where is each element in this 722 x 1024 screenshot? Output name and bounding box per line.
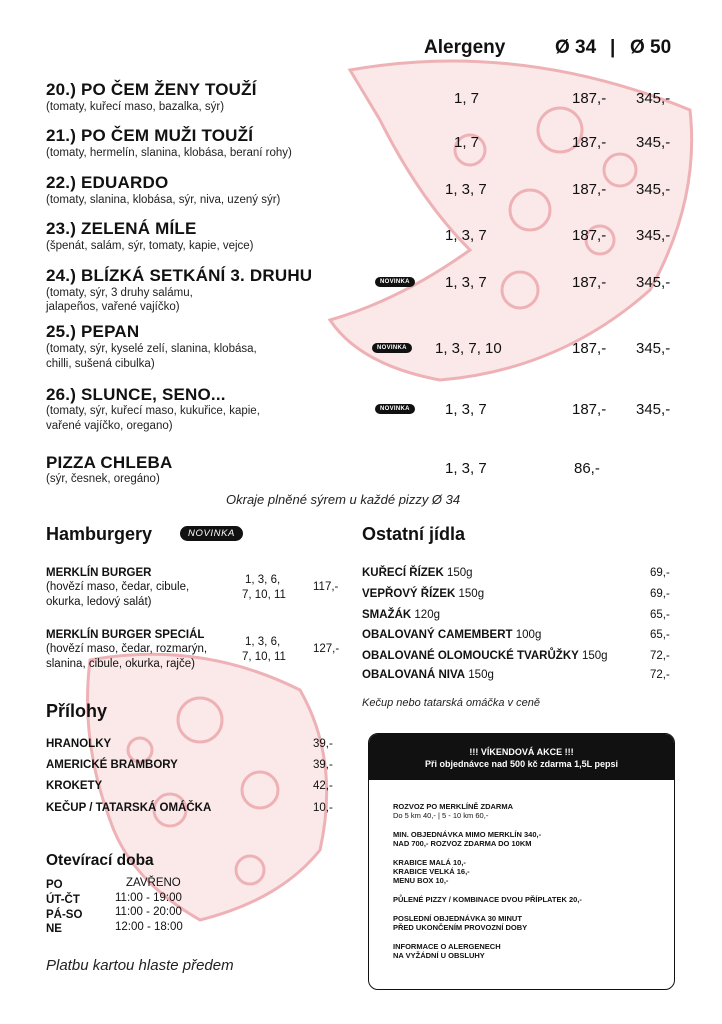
pizza-desc-line1: (tomaty, sýr, kyselé zelí, slanina, klobása, [46, 343, 257, 355]
pizza-allergens: 1, 3, 7 [445, 274, 487, 291]
pizza-desc: (tomaty, slanina, klobása, sýr, niva, uzený sýr) [46, 194, 281, 206]
other-item [362, 588, 484, 600]
pizza-price-34: 187,- [572, 90, 607, 107]
other-title: Ostatní jídla [362, 524, 466, 544]
last-order-line1: POSLEDNÍ OBJEDNÁVKA 30 MINUT [393, 914, 522, 923]
pizza-price-50: 345,- [636, 181, 671, 198]
burger-name: MERKLÍN BURGER SPECIÁL [46, 629, 205, 641]
burger-allergens-line1: 1, 3, 6, [245, 636, 281, 648]
pizza-price-50: 345,- [636, 274, 671, 291]
other-item-price: 72,- [650, 650, 670, 662]
other-item [362, 629, 541, 641]
pizza-allergens: 1, 7 [454, 90, 480, 107]
pizza-name: PIZZA CHLEBA [46, 453, 173, 472]
promo-box [368, 733, 675, 990]
pizza-desc-line2: vařené vajíčko, oregano) [46, 420, 173, 432]
allergens-header: Alergeny [424, 37, 506, 58]
pizza-price-50: 345,- [636, 401, 671, 418]
other-item-weight: 150g [582, 650, 608, 662]
box-price-large: KRABICE VELKÁ 16,- [393, 867, 470, 876]
pizza-price-50: 345,- [636, 227, 671, 244]
other-item-weight: 150g [458, 588, 485, 600]
pizza-name: 24.) BLÍZKÁ SETKÁNÍ 3. DRUHU [46, 266, 313, 285]
pizza-desc-line1: (tomaty, sýr, kuřecí maso, kukuřice, kapie, [46, 405, 260, 417]
size-separator: | [610, 37, 616, 58]
hours-time: 11:00 - 19:00 [115, 892, 182, 904]
pizza-price-34: 187,- [572, 401, 607, 418]
min-order-line2: NAD 700,- ROZVOZ ZDARMA DO 10KM [393, 839, 532, 848]
other-item-price: 69,- [650, 567, 670, 579]
pizza-price-34: 187,- [572, 227, 607, 244]
other-item-price: 65,- [650, 609, 670, 621]
hours-day: PO [46, 879, 63, 891]
half-pizza-note: PŮLENÉ PIZZY / KOMBINACE DVOU PŘÍPLATEK 20,- [393, 895, 582, 904]
pizza-desc-line2: jalapeños, vařené vajíčko) [46, 301, 180, 313]
pizza-price-34: 187,- [572, 134, 607, 151]
promo-headline: !!! VÍKENDOVÁ AKCE !!! [469, 747, 574, 757]
other-item [362, 567, 473, 579]
pizza-desc-line1: (tomaty, sýr, 3 druhy salámu, [46, 287, 193, 299]
other-item-name: OBALOVANÝ CAMEMBERT [362, 629, 513, 641]
delivery-title: ROZVOZ PO MERKLÍNĚ ZDARMA [393, 802, 513, 811]
pizza-price-34: 86,- [574, 460, 600, 477]
pizza-price-34: 187,- [572, 274, 607, 291]
burger-desc-line1: (hovězí maso, čedar, rozmarýn, [46, 643, 208, 655]
min-order-line1: MIN. OBJEDNÁVKA MIMO MERKLÍN 340,- [393, 830, 542, 839]
burger-allergens-line2: 7, 10, 11 [242, 589, 286, 601]
sauce-note: Kečup nebo tatarská omáčka v ceně [362, 697, 540, 709]
pizza-price-50: 345,- [636, 134, 671, 151]
pizza-allergens: 1, 7 [454, 134, 480, 151]
side-price: 39,- [313, 738, 333, 750]
hours-time: ZAVŘENO [126, 877, 181, 889]
hours-day: ÚT-ČT [46, 894, 80, 906]
allergen-info-line1: INFORMACE O ALERGENECH [393, 942, 501, 951]
side-name: KEČUP / TATARSKÁ OMÁČKA [46, 802, 212, 814]
last-order-line2: PŘED UKONČENÍM PROVOZNÍ DOBY [393, 923, 528, 932]
other-item [362, 609, 440, 621]
pizza-name: 20.) PO ČEM ŽENY TOUŽÍ [46, 80, 257, 99]
burger-allergens-line1: 1, 3, 6, [245, 574, 281, 586]
burger-price: 117,- [313, 581, 339, 593]
pizza-allergens: 1, 3, 7 [445, 460, 487, 477]
box-price-small: KRABICE MALÁ 10,- [393, 858, 466, 867]
pizza-allergens: 1, 3, 7 [445, 401, 487, 418]
burgers-title: Hamburgery [46, 524, 153, 544]
other-item-price: 72,- [650, 669, 670, 681]
other-item-weight: 120g [414, 609, 440, 621]
side-price: 42,- [313, 780, 333, 792]
burger-allergens-line2: 7, 10, 11 [242, 651, 286, 663]
other-item-name: VEPŘOVÝ ŘÍZEK [362, 588, 456, 600]
allergen-info-line2: NA VYŽÁDNÍ U OBSLUHY [393, 951, 485, 960]
pizza-desc-line2: chilli, sušená cibulka) [46, 358, 155, 370]
novinka-badge: NOVINKA [375, 404, 415, 414]
pizza-name: 25.) PEPAN [46, 322, 140, 341]
pizza-desc: (sýr, česnek, oregáno) [46, 473, 160, 485]
side-name: KROKETY [46, 780, 103, 792]
pizza-allergens: 1, 3, 7, 10 [435, 340, 502, 357]
pizza-desc: (tomaty, hermelín, slanina, klobása, beraní rohy) [46, 147, 292, 159]
pizza-name: 21.) PO ČEM MUŽI TOUŽÍ [46, 126, 254, 145]
size-small-header: Ø 34 [555, 37, 597, 58]
other-item-weight: 150g [446, 567, 473, 579]
side-name: AMERICKÉ BRAMBORY [46, 759, 178, 771]
promo-subline: Při objednávce nad 500 kč zdarma 1,5L pepsi [425, 759, 618, 769]
novinka-badge: NOVINKA [375, 277, 415, 287]
payment-note: Platbu kartou hlaste předem [46, 957, 234, 974]
pizza-allergens: 1, 3, 7 [445, 181, 487, 198]
size-large-header: Ø 50 [630, 37, 672, 58]
pizza-name: 22.) EDUARDO [46, 173, 169, 192]
sides-title: Přílohy [46, 701, 108, 721]
pizza-price-34: 187,- [572, 181, 607, 198]
burger-desc-line2: slanina, cibule, okurka, rajče) [46, 658, 195, 670]
burger-name: MERKLÍN BURGER [46, 567, 152, 579]
hours-title: Otevírací doba [46, 852, 154, 869]
pizza-allergens: 1, 3, 7 [445, 227, 487, 244]
other-item-weight: 150g [468, 669, 494, 681]
other-item-weight: 100g [515, 629, 542, 641]
pizza-desc: (špenát, salám, sýr, tomaty, kapie, vejce) [46, 240, 254, 252]
other-item-name: OBALOVANÁ NIVA [362, 669, 466, 681]
other-item-price: 69,- [650, 588, 670, 600]
box-price-menu: MENU BOX 10,- [393, 876, 449, 885]
burger-desc-line2: okurka, ledový salát) [46, 596, 152, 608]
pizza-desc: (tomaty, kuřecí maso, bazalka, sýr) [46, 101, 225, 113]
pizza-name: 26.) SLUNCE, SENO... [46, 385, 226, 404]
burger-price: 127,- [313, 643, 340, 655]
other-item [362, 669, 494, 681]
other-item [362, 650, 608, 662]
burger-desc-line1: (hovězí maso, čedar, cibule, [46, 581, 190, 593]
hours-time: 12:00 - 18:00 [115, 921, 183, 933]
pizza-price-50: 345,- [636, 340, 671, 357]
side-price: 39,- [313, 759, 333, 771]
hours-day: PÁ-SO [46, 909, 83, 921]
pizza-name: 23.) ZELENÁ MÍLE [46, 219, 197, 238]
other-item-name: SMAŽÁK [362, 609, 412, 621]
other-item-name: OBALOVANÉ OLOMOUCKÉ TVARŮŽKY [362, 650, 579, 662]
delivery-prices: Do 5 km 40,- | 5 - 10 km 60,- [393, 811, 489, 820]
other-item-name: KUŘECÍ ŘÍZEK [362, 567, 444, 579]
side-name: HRANOLKY [46, 738, 112, 750]
pizza-price-50: 345,- [636, 90, 671, 107]
pizza-price-34: 187,- [572, 340, 607, 357]
novinka-badge: NOVINKA [180, 526, 243, 541]
other-item-price: 65,- [650, 629, 670, 641]
hours-time: 11:00 - 20:00 [115, 906, 182, 918]
hours-day: NE [46, 923, 62, 935]
side-price: 10,- [313, 802, 333, 814]
novinka-badge: NOVINKA [372, 343, 412, 353]
crust-note: Okraje plněné sýrem u každé pizzy Ø 34 [226, 492, 461, 507]
promo-header [369, 734, 674, 780]
